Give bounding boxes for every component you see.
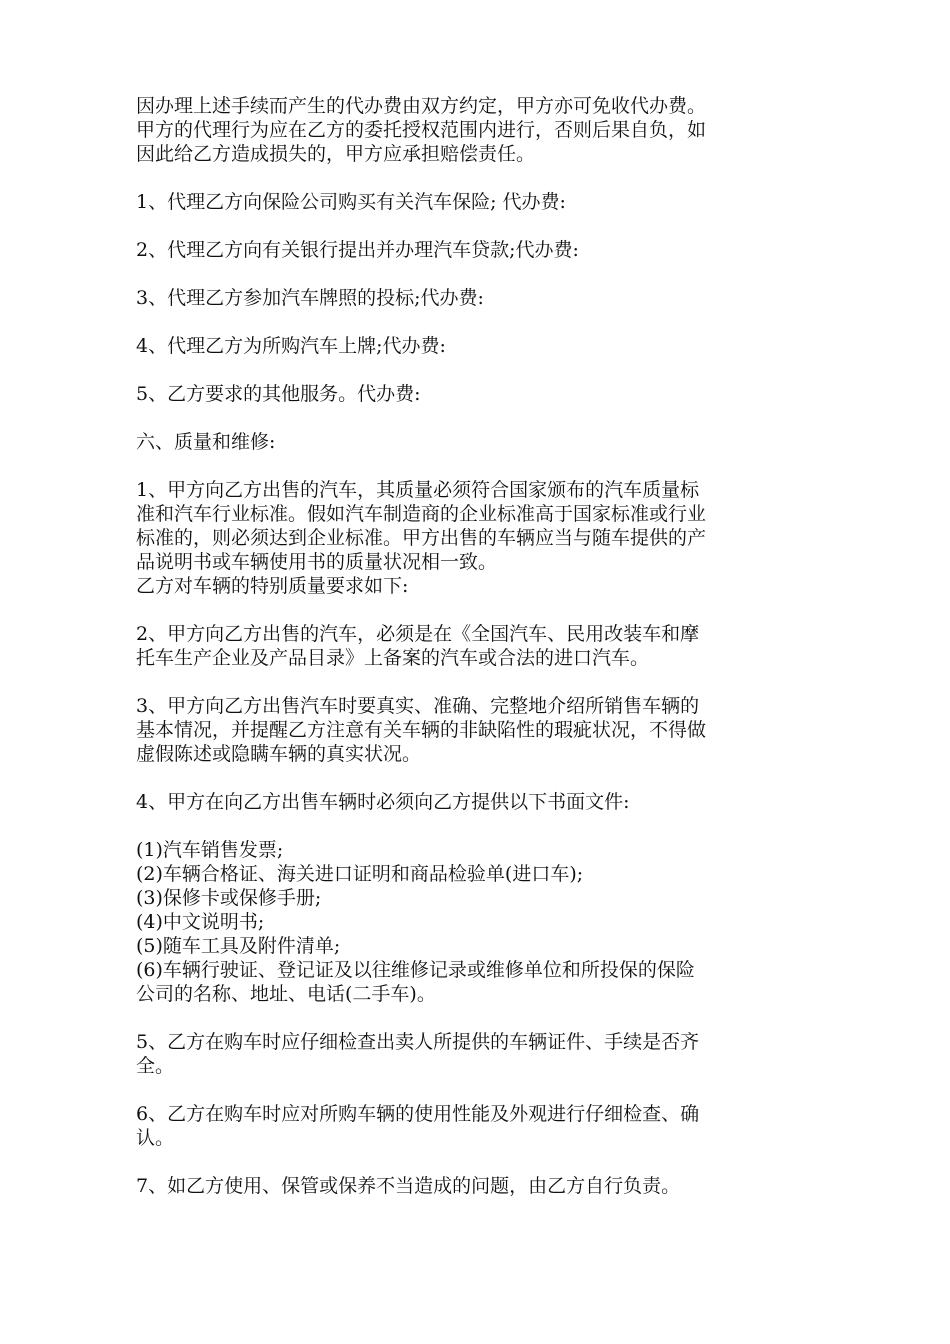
text-line: 认。	[136, 1127, 175, 1149]
intro-paragraph	[136, 94, 816, 166]
text-line: 4、甲方在向乙方出售车辆时必须向乙方提供以下书面文件:	[136, 791, 630, 813]
quality-clause-3	[136, 694, 816, 766]
service-item-3	[136, 286, 816, 310]
text-line: 托车生产企业及产品目录》上备案的汽车或合法的进口汽车。	[136, 647, 650, 669]
text-line: 6、乙方在购车时应对所购车辆的使用性能及外观进行仔细检查、确	[136, 1103, 700, 1125]
text-line: 3、代理乙方参加汽车牌照的投标;代办费:	[136, 287, 484, 309]
service-item-4	[136, 334, 816, 358]
list-item: (6)车辆行驶证、登记证及以往维修记录或维修单位和所投保的保险	[136, 959, 695, 981]
text-line: 品说明书或车辆使用书的质量状况相一致。	[136, 551, 498, 573]
text-line: 2、甲方向乙方出售的汽车，必须是在《全国汽车、民用改装车和摩	[136, 623, 700, 645]
text-line: 3、甲方向乙方出售汽车时要真实、准确、完整地介绍所销售车辆的	[136, 695, 700, 717]
text-line: 7、如乙方使用、保管或保养不当造成的问题，由乙方自行负责。	[136, 1175, 681, 1197]
list-item: (4)中文说明书;	[136, 911, 265, 933]
text-line: 全。	[136, 1055, 175, 1077]
quality-clause-6	[136, 1102, 816, 1150]
quality-clause-7	[136, 1174, 816, 1198]
document-list	[136, 838, 816, 1006]
text-line: 5、乙方要求的其他服务。代办费:	[136, 383, 421, 405]
document-body	[136, 94, 816, 1222]
text-line: 标准的，则必须达到企业标准。甲方出售的车辆应当与随车提供的产	[136, 527, 707, 549]
text-line: 2、代理乙方向有关银行提出并办理汽车贷款;代办费:	[136, 239, 579, 261]
text-line: 乙方对车辆的特别质量要求如下:	[136, 575, 409, 597]
text-line: 甲方的代理行为应在乙方的委托授权范围内进行，否则后果自负，如	[136, 119, 707, 141]
text-line: 因此给乙方造成损失的，甲方应承担赔偿责任。	[136, 143, 536, 165]
text-line: 4、代理乙方为所购汽车上牌;代办费:	[136, 335, 446, 357]
service-item-1	[136, 190, 816, 214]
section-heading	[136, 430, 816, 454]
list-item: (2)车辆合格证、海关进口证明和商品检验单(进口车);	[136, 863, 584, 885]
list-item: 公司的名称、地址、电话(二手车)。	[136, 983, 436, 1005]
text-line: 基本情况，并提醒乙方注意有关车辆的非缺陷性的瑕疵状况，不得做	[136, 719, 707, 741]
text-line: 虚假陈述或隐瞒车辆的真实状况。	[136, 743, 422, 765]
text-line: 因办理上述手续而产生的代办费由双方约定，甲方亦可免收代办费。	[136, 95, 707, 117]
text-line: 1、甲方向乙方出售的汽车，其质量必须符合国家颁布的汽车质量标	[136, 479, 700, 501]
list-item: (1)汽车销售发票;	[136, 839, 284, 861]
list-item: (3)保修卡或保修手册;	[136, 887, 322, 909]
quality-clause-5	[136, 1030, 816, 1078]
text-line: 5、乙方在购车时应仔细检查出卖人所提供的车辆证件、手续是否齐	[136, 1031, 700, 1053]
text-line: 1、代理乙方向保险公司购买有关汽车保险; 代办费:	[136, 191, 566, 213]
heading-text: 六、质量和维修:	[136, 431, 276, 453]
quality-clause-4	[136, 790, 816, 814]
quality-clause-1	[136, 478, 816, 598]
quality-clause-2	[136, 622, 816, 670]
service-item-5	[136, 382, 816, 406]
text-line: 准和汽车行业标准。假如汽车制造商的企业标准高于国家标准或行业	[136, 503, 707, 525]
list-item: (5)随车工具及附件清单;	[136, 935, 341, 957]
service-item-2	[136, 238, 816, 262]
